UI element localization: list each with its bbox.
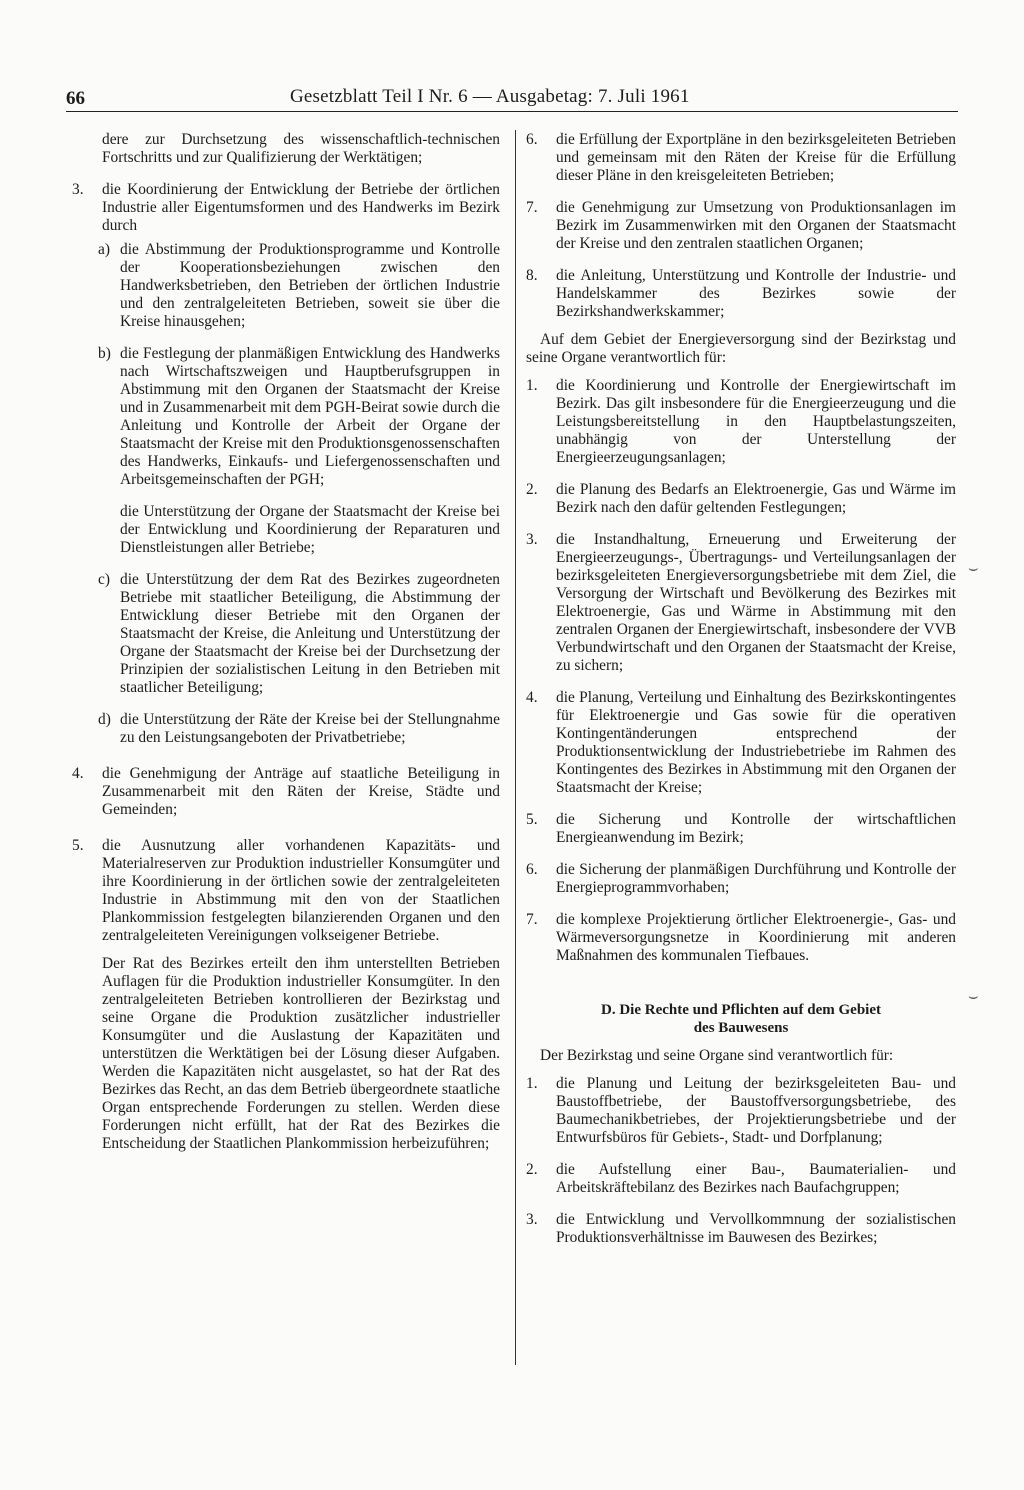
item-number: 5. <box>72 837 84 854</box>
item-text: die Instandhaltung, Erneuerung und Erweiterung der Energieerzeugungs-, Übertragungs- und Verteilungsanlagen der bezirksgeleiteten Energieversorgungsbetriebe mit dem Ziel, die Versorgung der Wirtschaft und Bevölkerung des Bezirkes mit Elektroenergie, Gas und Wärme in Abstimmung mit den zentralen Organen der Energiewirtschaft, insbesondere der VVB Verbundwirtschaft und den Organen der Staatsmacht der Kreise, zu sichern; <box>556 531 956 674</box>
item-number: 4. <box>526 689 538 706</box>
item-text: die Anleitung, Unterstützung und Kontrolle der Industrie- und Handelskammer des Bezirkes sowie der Bezirkshandwerkskammer; <box>556 267 956 320</box>
item-text: die Ausnutzung aller vorhandenen Kapazitäts- und Materialreserven zur Produktion industrieller Konsumgüter und ihre Koordinierung in der örtlichen sowie der zentralgeleiteten Industrie in Abstimmung mit den von der Staatlichen Plankommission festgelegten bilanzierenden Organen und den zentralgeleiteten Vereinigungen volkseigener Betriebe. <box>102 837 500 944</box>
item-number: 3. <box>526 1211 538 1228</box>
list-item <box>526 689 956 797</box>
item-text: die Entwicklung und Vervollkommnung der sozialistischen Produktionsverhältnisse im Bauwesen des Bezirkes; <box>556 1211 956 1246</box>
list-item <box>526 481 956 517</box>
list-item <box>526 861 956 897</box>
item-number: 1. <box>526 1075 538 1092</box>
sub-item <box>72 711 500 747</box>
section-heading-line: D. Die Rechte und Pflichten auf dem Gebiet <box>601 1002 881 1018</box>
item-text: die Planung, Verteilung und Einhaltung des Bezirkskontingentes für Elektroenergie und Gas sowie für die operativen Kontingentänderungen entsprechend der Produktionsentwicklung der Industriebetriebe im Rahmen des Kontingentes des Bezirkes in Abstimmung mit den Organen der Staatsmacht der Kreise; <box>556 689 956 796</box>
page-header <box>66 84 956 110</box>
sub-item <box>72 241 500 331</box>
sub-item <box>72 571 500 697</box>
sub-item-letter: b) <box>98 345 111 362</box>
list-item <box>526 199 956 253</box>
sub-item-letter: c) <box>98 571 110 588</box>
item-text: die Koordinierung der Entwicklung der Betriebe der örtlichen Industrie aller Eigentumsformen und des Handwerks im Bezirk durch <box>102 181 500 234</box>
sub-item-text: die Unterstützung der Räte der Kreise bei der Stellungnahme zu den Leistungsangeboten der Privatbetriebe; <box>120 711 500 746</box>
list-item <box>526 1075 956 1147</box>
list-item <box>72 765 500 819</box>
item-number: 3. <box>526 531 538 548</box>
column-divider <box>515 130 516 1365</box>
sub-item <box>72 345 500 489</box>
left-column <box>72 131 500 1167</box>
margin-mark: ⌣ <box>968 988 979 1005</box>
section-heading <box>526 1001 956 1037</box>
item-text: die Sicherung der planmäßigen Durchführung und Kontrolle der Energieprogrammvorhaben; <box>556 861 956 896</box>
section-intro: Der Bezirkstag und seine Organe sind verantwortlich für: <box>540 1047 894 1064</box>
sub-item-letter: a) <box>98 241 110 258</box>
item-number: 7. <box>526 911 538 928</box>
item-text: die komplexe Projektierung örtlicher Elektroenergie-, Gas- und Wärmeversorgungsnetze in Koordinierung mit anderen Maßnahmen des kommunalen Tiefbaues. <box>556 911 956 964</box>
item-number: 1. <box>526 377 538 394</box>
item-number: 2. <box>526 481 538 498</box>
list-item <box>526 1211 956 1247</box>
item-number: 8. <box>526 267 538 284</box>
item-text: die Genehmigung der Anträge auf staatliche Beteiligung in Zusammenarbeit mit den Räten der Kreise, Städte und Gemeinden; <box>102 765 500 818</box>
item-text: die Planung des Bedarfs an Elektroenergie, Gas und Wärme im Bezirk nach den dafür geltenden Festlegungen; <box>556 481 956 516</box>
sub-item-text: die Festlegung der planmäßigen Entwicklung des Handwerks nach Wirtschaftszweigen und Hauptberufsgruppen in Abstimmung mit den Organen der Staatsmacht der Kreise und in Zusammenarbeit mit dem PGH-Beirat sowie durch die Anleitung und Kontrolle der Arbeit der Organe der Staatsmacht der Kreise mit den Produktionsgenossenschaften des Handwerks, Einkaufs- und Liefergenossenschaften und Arbeitsgemeinschaften der PGH; <box>120 345 500 488</box>
margin-mark: ⌣ <box>968 560 979 577</box>
header-rule <box>66 111 958 112</box>
item-number: 6. <box>526 131 538 148</box>
header-title: Gesetzblatt Teil I Nr. 6 — Ausgabetag: 7. Juli 1961 <box>290 86 690 107</box>
item-text: die Koordinierung und Kontrolle der Energiewirtschaft im Bezirk. Das gilt insbesondere für die Energieerzeugung und die Leistungsbereitstellung in den Hauptbelastungszeiten, unabhängig von der Unterstellung der Energieerzeugungsanlagen; <box>556 377 956 466</box>
item-number: 3. <box>72 181 84 198</box>
item-text: die Erfüllung der Exportpläne in den bezirksgeleiteten Betrieben und gemeinsam mit den Räten der Kreise für die Erfüllung dieser Pläne in den kreisgeleiteten Betrieben; <box>556 131 956 184</box>
list-item <box>526 1161 956 1197</box>
right-column <box>526 131 956 1261</box>
item-number: 2. <box>526 1161 538 1178</box>
item-text: die Genehmigung zur Umsetzung von Produktionsanlagen im Bezirk im Zusammenwirken mit den Organen der Staatsmacht der Kreise und den zentralen staatlichen Organen; <box>556 199 956 252</box>
item-text: die Sicherung und Kontrolle der wirtschaftlichen Energieanwendung im Bezirk; <box>556 811 956 846</box>
list-item <box>526 811 956 847</box>
sub-item-letter: d) <box>98 711 111 728</box>
item-number: 6. <box>526 861 538 878</box>
sub-item-continuation: die Unterstützung der Organe der Staatsmacht der Kreise bei der Entwicklung und Koordinierung der Reparaturen und Dienstleistungen aller Betriebe; <box>120 503 500 556</box>
list-item <box>72 181 500 235</box>
energy-intro: Auf dem Gebiet der Energieversorgung sind der Bezirkstag und seine Organe verantwortlich für: <box>526 331 956 366</box>
item-number: 4. <box>72 765 84 782</box>
list-item <box>72 837 500 945</box>
list-item <box>526 131 956 185</box>
list-item <box>526 377 956 467</box>
section-heading-line: des Bauwesens <box>693 1020 789 1036</box>
list-item <box>526 267 956 321</box>
item-text: die Planung und Leitung der bezirksgeleiteten Bau- und Baustoffbetriebe, der Baustoffversorgungsbetriebe, des Baumechanikbetriebes, der Projektierungsbetriebe und der Entwurfsbüros für Gebiets-, Stadt- und Dorfplanung; <box>556 1075 956 1146</box>
list-item <box>526 911 956 965</box>
sub-item-text: die Abstimmung der Produktionsprogramme und Kontrolle der Kooperationsbeziehungen zwischen den Handwerksbetrieben, den Betrieben der örtlichen Industrie und den zentralgeleiteten Betrieben, soweit sie über die Kreise hinausgehen; <box>120 241 500 330</box>
item-text: die Aufstellung einer Bau-, Baumaterialien- und Arbeitskräftebilanz des Bezirkes nach Baufachgruppen; <box>556 1161 956 1196</box>
item-number: 5. <box>526 811 538 828</box>
list-item <box>526 531 956 675</box>
item-number: 7. <box>526 199 538 216</box>
sub-item-text: die Unterstützung der dem Rat des Bezirkes zugeordneten Betriebe mit staatlicher Beteiligung, die Abstimmung der Entwicklung dieser Betriebe mit den Organen der Staatsmacht der Kreise, die Anleitung und Unterstützung der Organe der Staatsmacht der Kreise bei der Durchsetzung der Prinzipien der sozialistischen Leitung in den Betrieben mit staatlicher Beteiligung; <box>120 571 500 696</box>
item-paragraph: Der Rat des Bezirkes erteilt den ihm unterstellten Betrieben Auflagen für die Produktion industrieller Konsumgüter. In den zentralgeleiteten Betrieben kontrollieren der Bezirkstag und seine Organe die Produktion zusätzlicher industrieller Konsumgüter und die Auslastung der Kapazitäten und unterstützen die Werktätigen bei der Lösung dieser Aufgaben. Werden die Kapazitäten nicht ausgelastet, so hat der Rat des Bezirkes das Recht, an das dem Betrieb übergeordnete staatliche Organ entsprechende Forderungen zu stellen. Werden diese Forderungen nicht erfüllt, hat der Rat des Bezirkes die Entscheidung der Staatlichen Plankommission herbeizuführen; <box>102 955 500 1152</box>
page-number: 66 <box>66 88 85 109</box>
continuation-paragraph: dere zur Durchsetzung des wissenschaftlich-technischen Fortschritts und zur Qualifizierung der Werktätigen; <box>102 131 500 166</box>
